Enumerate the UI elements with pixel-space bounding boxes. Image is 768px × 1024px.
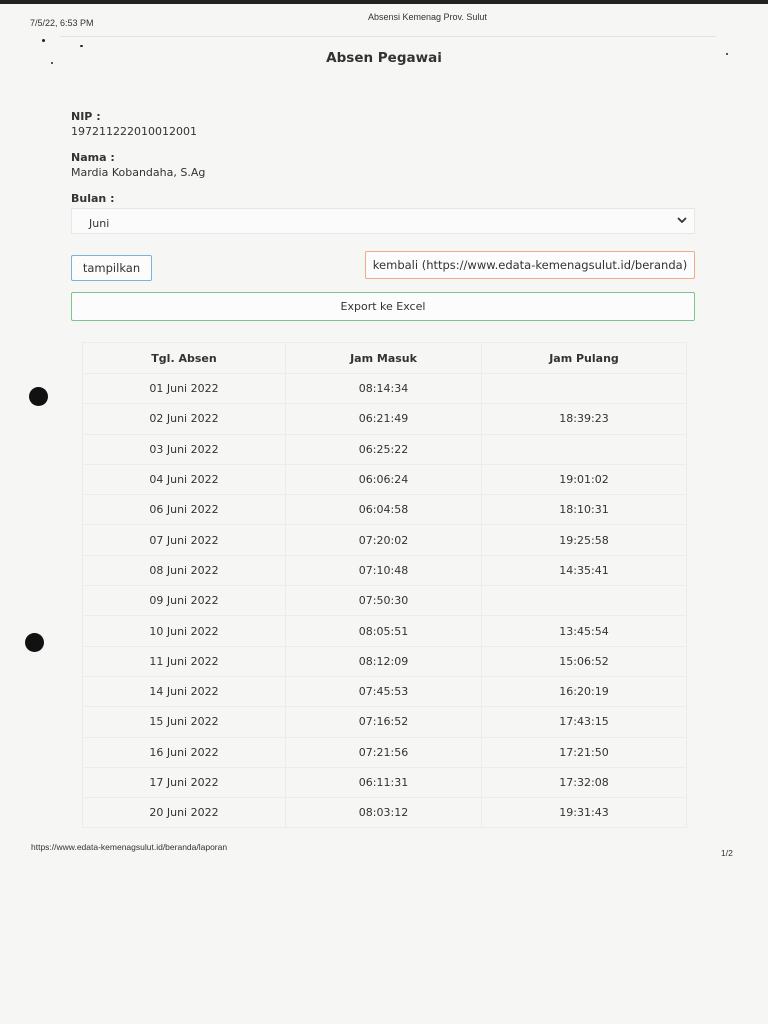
jam-masuk-cell: 06:06:24 xyxy=(286,464,482,494)
jam-masuk-cell: 07:50:30 xyxy=(286,586,482,616)
jam-pulang-cell xyxy=(482,434,687,464)
punch-hole xyxy=(25,633,44,652)
jam-pulang-cell: 15:06:52 xyxy=(482,646,687,676)
jam-masuk-cell: 06:11:31 xyxy=(286,767,482,797)
jam-masuk-cell: 06:25:22 xyxy=(286,434,482,464)
kembali-button[interactable]: kembali (https://www.edata-kemenagsulut.id/beranda) xyxy=(365,251,695,279)
jam-pulang-cell: 18:39:23 xyxy=(482,404,687,434)
print-datetime: 7/5/22, 6:53 PM xyxy=(30,18,94,28)
tgl-absen-cell: 04 Juni 2022 xyxy=(83,464,286,494)
jam-masuk-cell: 08:14:34 xyxy=(286,374,482,404)
jam-masuk-cell: 07:10:48 xyxy=(286,555,482,585)
scan-speck xyxy=(42,39,45,42)
table-row xyxy=(83,525,687,555)
table-row xyxy=(83,464,687,494)
attendance-table xyxy=(82,342,686,828)
tgl-absen-cell: 02 Juni 2022 xyxy=(83,404,286,434)
bulan-select[interactable] xyxy=(71,208,695,234)
nama-label: Nama : xyxy=(71,151,115,164)
jam-pulang-cell: 13:45:54 xyxy=(482,616,687,646)
jam-pulang-cell xyxy=(482,374,687,404)
page-title: Absen Pegawai xyxy=(326,50,442,66)
scan-speck xyxy=(80,45,83,47)
jam-pulang-cell: 19:25:58 xyxy=(482,525,687,555)
punch-hole xyxy=(29,387,48,406)
tgl-absen-cell: 10 Juni 2022 xyxy=(83,616,286,646)
tgl-absen-cell: 07 Juni 2022 xyxy=(83,525,286,555)
table-row xyxy=(83,767,687,797)
bulan-label: Bulan : xyxy=(71,192,115,205)
jam-masuk-cell: 07:16:52 xyxy=(286,707,482,737)
nip-label: NIP : xyxy=(71,110,101,123)
jam-masuk-cell: 08:05:51 xyxy=(286,616,482,646)
table-row xyxy=(83,798,687,828)
table-row xyxy=(83,707,687,737)
print-site-title: Absensi Kemenag Prov. Sulut xyxy=(368,12,487,22)
table-row xyxy=(83,555,687,585)
jam-masuk-cell: 08:03:12 xyxy=(286,798,482,828)
tgl-absen-cell: 01 Juni 2022 xyxy=(83,374,286,404)
tgl-absen-cell: 17 Juni 2022 xyxy=(83,767,286,797)
chevron-down-icon xyxy=(676,214,688,226)
tgl-absen-cell: 14 Juni 2022 xyxy=(83,676,286,706)
jam-pulang-cell: 17:32:08 xyxy=(482,767,687,797)
tgl-absen-cell: 11 Juni 2022 xyxy=(83,646,286,676)
jam-pulang-cell: 17:21:50 xyxy=(482,737,687,767)
nama-value: Mardia Kobandaha, S.Ag xyxy=(71,166,206,179)
jam-masuk-cell: 07:45:53 xyxy=(286,676,482,706)
tgl-absen-cell: 08 Juni 2022 xyxy=(83,555,286,585)
jam-pulang-cell: 18:10:31 xyxy=(482,495,687,525)
scan-top-edge xyxy=(0,0,768,4)
table-row xyxy=(83,676,687,706)
jam-masuk-cell: 07:21:56 xyxy=(286,737,482,767)
tampilkan-button[interactable]: tampilkan xyxy=(71,255,152,281)
table-row xyxy=(83,646,687,676)
table-row xyxy=(83,434,687,464)
table-row xyxy=(83,616,687,646)
column-header-jam-masuk: Jam Masuk xyxy=(286,343,482,374)
jam-pulang-cell: 16:20:19 xyxy=(482,676,687,706)
column-header-tgl-absen: Tgl. Absen xyxy=(83,343,286,374)
print-page-number: 1/2 xyxy=(721,848,733,858)
jam-pulang-cell: 19:31:43 xyxy=(482,798,687,828)
table-row xyxy=(83,737,687,767)
print-footer-url: https://www.edata-kemenagsulut.id/beranda/laporan xyxy=(31,842,228,852)
jam-masuk-cell: 06:04:58 xyxy=(286,495,482,525)
table-header-row xyxy=(83,343,687,374)
column-header-jam-pulang: Jam Pulang xyxy=(482,343,687,374)
jam-pulang-cell: 14:35:41 xyxy=(482,555,687,585)
header-divider xyxy=(60,36,716,37)
jam-masuk-cell: 07:20:02 xyxy=(286,525,482,555)
tgl-absen-cell: 09 Juni 2022 xyxy=(83,586,286,616)
table-body xyxy=(83,374,687,828)
tgl-absen-cell: 16 Juni 2022 xyxy=(83,737,286,767)
tgl-absen-cell: 06 Juni 2022 xyxy=(83,495,286,525)
nip-value: 197211222010012001 xyxy=(71,125,197,138)
tgl-absen-cell: 03 Juni 2022 xyxy=(83,434,286,464)
jam-masuk-cell: 06:21:49 xyxy=(286,404,482,434)
table-row xyxy=(83,374,687,404)
jam-masuk-cell: 08:12:09 xyxy=(286,646,482,676)
tgl-absen-cell: 20 Juni 2022 xyxy=(83,798,286,828)
table-row xyxy=(83,586,687,616)
table-row xyxy=(83,495,687,525)
table-row xyxy=(83,404,687,434)
tgl-absen-cell: 15 Juni 2022 xyxy=(83,707,286,737)
jam-pulang-cell xyxy=(482,586,687,616)
jam-pulang-cell: 17:43:15 xyxy=(482,707,687,737)
jam-pulang-cell: 19:01:02 xyxy=(482,464,687,494)
bulan-selected-value: Juni xyxy=(89,217,110,230)
export-excel-button[interactable]: Export ke Excel xyxy=(71,292,695,321)
